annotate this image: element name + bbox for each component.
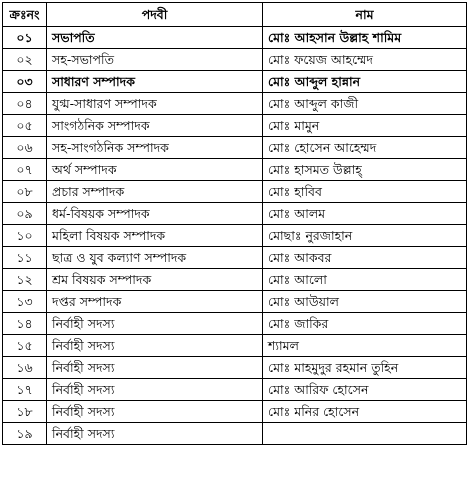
- committee-table: [2, 2, 467, 445]
- cell-post: নির্বাহী সদস্য: [47, 335, 263, 357]
- cell-serial: ১৫: [3, 335, 47, 357]
- cell-serial: ০৮: [3, 181, 47, 203]
- cell-name: মোঃ হাবিব: [263, 181, 467, 203]
- cell-post: নির্বাহী সদস্য: [47, 423, 263, 445]
- cell-post: সাধারণ সম্পাদক: [47, 71, 263, 93]
- table-row: [3, 313, 467, 335]
- cell-name: মোঃ আলম: [263, 203, 467, 225]
- table-row: [3, 115, 467, 137]
- cell-name: মোঃ হাসমত উল্লাহ্: [263, 159, 467, 181]
- cell-post: সভাপতি: [47, 27, 263, 49]
- cell-name: মোঃ ফয়েজ আহম্মেদ: [263, 49, 467, 71]
- cell-serial: ০৯: [3, 203, 47, 225]
- table-row: [3, 203, 467, 225]
- cell-name: মোঃ আলো: [263, 269, 467, 291]
- cell-serial: ১৮: [3, 401, 47, 423]
- cell-serial: ০১: [3, 27, 47, 49]
- cell-post: প্রচার সম্পাদক: [47, 181, 263, 203]
- cell-serial: ১১: [3, 247, 47, 269]
- cell-post: ধর্ম-বিষয়ক সম্পাদক: [47, 203, 263, 225]
- cell-post: মহিলা বিষয়ক সম্পাদক: [47, 225, 263, 247]
- table-row: [3, 335, 467, 357]
- table-row: [3, 247, 467, 269]
- cell-serial: ০৫: [3, 115, 47, 137]
- cell-serial: ১৬: [3, 357, 47, 379]
- cell-post: যুগ্ম-সাধারণ সম্পাদক: [47, 93, 263, 115]
- cell-name: মোঃ আব্দুল কাজী: [263, 93, 467, 115]
- cell-name: মোঃ আউয়াল: [263, 291, 467, 313]
- table-row: [3, 27, 467, 49]
- table-row: [3, 71, 467, 93]
- cell-name: মোঃ আকবর: [263, 247, 467, 269]
- cell-post: সহ-সভাপতি: [47, 49, 263, 71]
- cell-serial: ১০: [3, 225, 47, 247]
- cell-serial: ০২: [3, 49, 47, 71]
- table-row: [3, 357, 467, 379]
- cell-serial: ১২: [3, 269, 47, 291]
- table-row: [3, 423, 467, 445]
- table-row: [3, 181, 467, 203]
- cell-post: সাংগঠনিক সম্পাদক: [47, 115, 263, 137]
- cell-serial: ০৩: [3, 71, 47, 93]
- cell-post: সহ-সাংগঠনিক সম্পাদক: [47, 137, 263, 159]
- cell-name: মোঃ মামুন: [263, 115, 467, 137]
- table-row: [3, 269, 467, 291]
- table-row: [3, 291, 467, 313]
- cell-post: শ্রম বিষয়ক সম্পাদক: [47, 269, 263, 291]
- table-row: [3, 401, 467, 423]
- cell-serial: ১৭: [3, 379, 47, 401]
- cell-serial: ১৩: [3, 291, 47, 313]
- cell-post: নির্বাহী সদস্য: [47, 357, 263, 379]
- table-row: [3, 93, 467, 115]
- table-row: [3, 225, 467, 247]
- header-serial: ক্রঃনং: [3, 3, 47, 27]
- cell-name: মোঃ জাকির: [263, 313, 467, 335]
- table-row: [3, 159, 467, 181]
- cell-post: নির্বাহী সদস্য: [47, 313, 263, 335]
- cell-name: মোছাঃ নুরজাহান: [263, 225, 467, 247]
- cell-post: ছাত্র ও যুব কল্যাণ সম্পাদক: [47, 247, 263, 269]
- header-row: [3, 3, 467, 27]
- cell-name: মোঃ মাহমুদুর রহমান তুহিন: [263, 357, 467, 379]
- cell-name: মোঃ হোসেন আহেম্মদ: [263, 137, 467, 159]
- table-row: [3, 379, 467, 401]
- cell-name: [263, 423, 467, 445]
- cell-serial: ০৭: [3, 159, 47, 181]
- cell-serial: ০৬: [3, 137, 47, 159]
- header-post: পদবী: [47, 3, 263, 27]
- cell-name: মোঃ মনির হোসেন: [263, 401, 467, 423]
- cell-post: দপ্তর সম্পাদক: [47, 291, 263, 313]
- cell-name: মোঃ আরিফ হোসেন: [263, 379, 467, 401]
- table-row: [3, 49, 467, 71]
- header-name: নাম: [263, 3, 467, 27]
- cell-serial: ১৯: [3, 423, 47, 445]
- cell-serial: ০৪: [3, 93, 47, 115]
- cell-post: নির্বাহী সদস্য: [47, 401, 263, 423]
- cell-post: নির্বাহী সদস্য: [47, 379, 263, 401]
- cell-name: মোঃ আব্দুল হান্নান: [263, 71, 467, 93]
- cell-name: শ্যামল: [263, 335, 467, 357]
- cell-serial: ১৪: [3, 313, 47, 335]
- cell-name: মোঃ আহসান উল্লাহ শামিম: [263, 27, 467, 49]
- table-row: [3, 137, 467, 159]
- cell-post: অর্থ সম্পাদক: [47, 159, 263, 181]
